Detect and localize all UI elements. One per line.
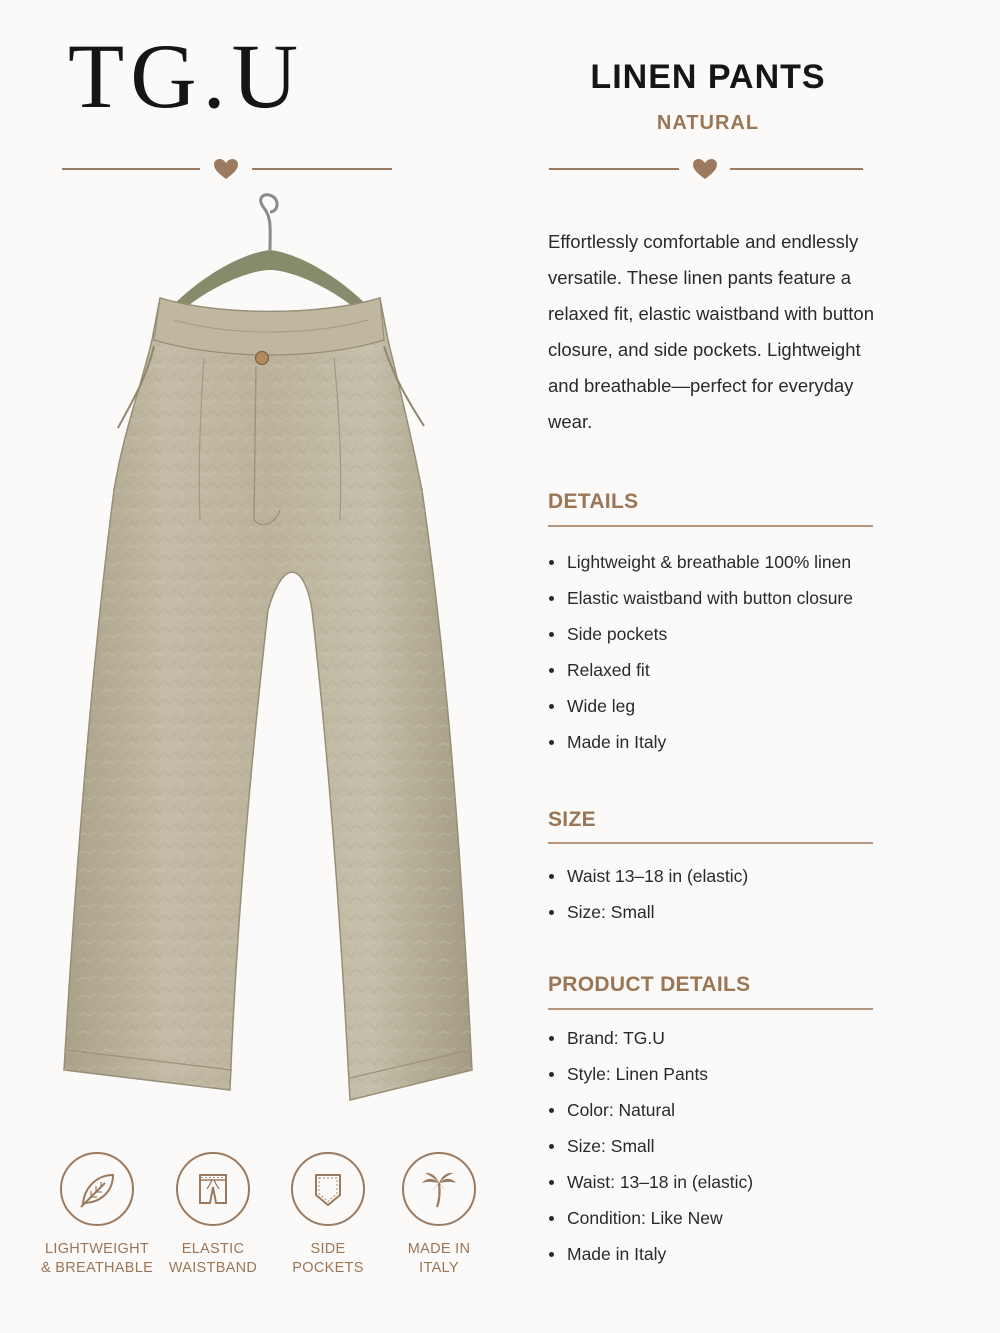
list-item: Made in Italy [548, 1239, 908, 1275]
list-item: Waist: 13–18 in (elastic) [548, 1167, 908, 1203]
heart-icon [692, 158, 718, 180]
heart-icon [213, 158, 239, 180]
details-divider [548, 525, 873, 527]
pants [64, 298, 472, 1100]
product-title: LINEN PANTS [590, 58, 826, 96]
list-item: Elastic waistband with button closure [548, 583, 908, 619]
list-item: Size: Small [548, 897, 908, 933]
list-item: Condition: Like New [548, 1203, 908, 1239]
list-item: Brand: TG.U [548, 1023, 908, 1059]
feature-label: ELASTIC [181, 1241, 245, 1257]
list-item: Lightweight & breathable 100% linen [548, 547, 908, 583]
feature-made-in-italy [379, 1152, 499, 1278]
product-color: NATURAL [656, 112, 760, 134]
product-details-divider [548, 1008, 873, 1010]
size-heading: SIZE [548, 808, 596, 831]
list-item: Style: Linen Pants [548, 1059, 908, 1095]
product-details-heading: PRODUCT DETAILS [548, 973, 751, 996]
details-list [548, 547, 908, 763]
details-heading: DETAILS [548, 490, 639, 513]
list-item: Relaxed fit [548, 655, 908, 691]
product-details-list [548, 1023, 908, 1275]
feature-pockets [268, 1152, 388, 1278]
list-item: Side pockets [548, 619, 908, 655]
right-divider-line [549, 168, 679, 170]
hanger [170, 250, 370, 314]
feature-label: ITALY [419, 1260, 459, 1276]
size-divider [548, 842, 873, 844]
size-list [548, 861, 908, 933]
feature-label: & BREATHABLE [40, 1260, 154, 1276]
feature-waistband [153, 1152, 273, 1278]
left-divider-line [62, 168, 200, 170]
product-description: Effortlessly comfortable and endlessly versatile. These linen pants feature a relaxed fit, elastic waistband with button closure, and side pockets. Lightweight and breathable—perfect for everyday wear. [548, 231, 874, 432]
list-item: Color: Natural [548, 1095, 908, 1131]
left-divider-line [252, 168, 392, 170]
feature-label: LIGHTWEIGHT [45, 1241, 149, 1257]
feature-label: WAISTBAND [168, 1260, 258, 1276]
waistband-icon [176, 1152, 250, 1226]
brand-logo: TG.U [68, 25, 305, 127]
hanger-hook [261, 195, 277, 250]
palm-tree-icon [402, 1152, 476, 1226]
leaf-icon [60, 1152, 134, 1226]
list-item: Waist 13–18 in (elastic) [548, 861, 908, 897]
pocket-icon [291, 1152, 365, 1226]
feature-label: POCKETS [292, 1260, 364, 1276]
feature-label: MADE IN [407, 1241, 471, 1257]
product-image [50, 190, 490, 1110]
feature-lightweight [37, 1152, 157, 1278]
list-item: Size: Small [548, 1131, 908, 1167]
right-divider-line [730, 168, 863, 170]
feature-label: SIDE [310, 1241, 346, 1257]
list-item: Wide leg [548, 691, 908, 727]
list-item: Made in Italy [548, 727, 908, 763]
